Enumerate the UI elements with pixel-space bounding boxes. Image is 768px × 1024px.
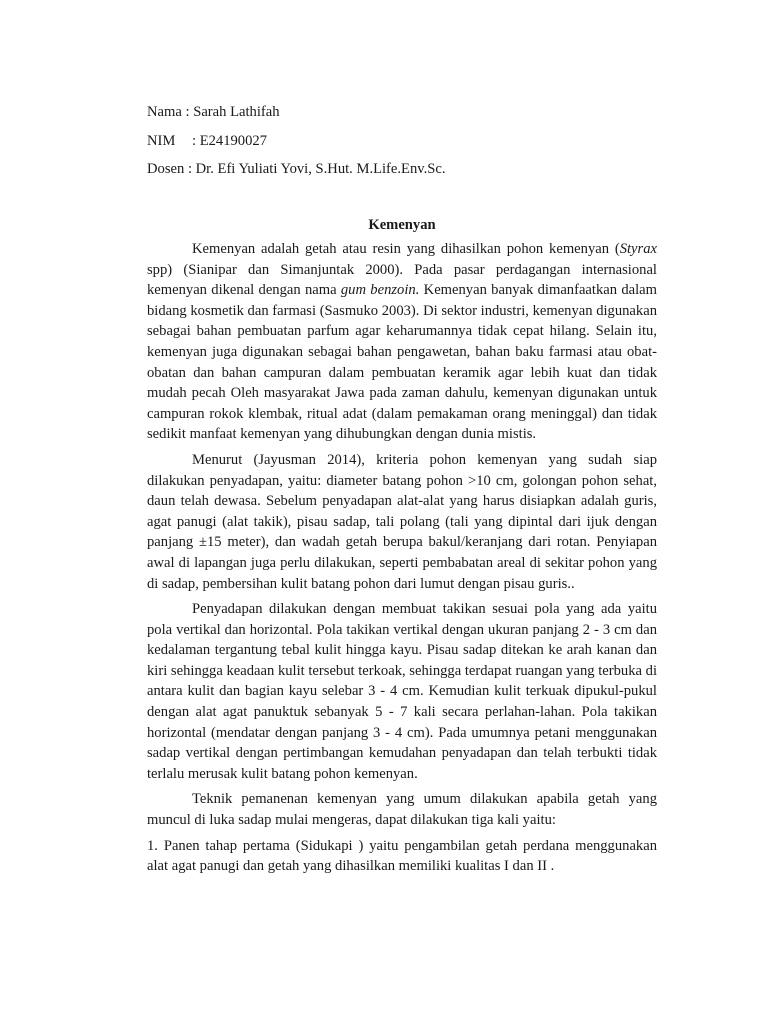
text-run: 1. Panen tahap pertama (Sidukapi ) yaitu pengambilan getah perdana menggunakan alat agat panugi dan getah yang dihasilkan memiliki kualitas I dan II . (147, 837, 657, 875)
name-line: Nama : Sarah Lathifah (147, 104, 280, 120)
text-run: Kemenyan banyak dimanfaatkan dalam bidang kosmetik dan farmasi (Sasmuko 2003). Di sektor industri, kemenyan digunakan sebagai bahan pembuatan parfum agar keharumannya tidak cepat hilang. Selain itu, kemenyan juga digunakan sebagai bahan pengawetan, bahan baku farmasi atau obat-obatan dan bahan campuran dalam pembuatan keramik agar lebih kuat dan tidak mudah pecah Oleh masyarakat Jawa pada zaman dahulu, kemenyan digunakan untuk campuran rokok klembak, ritual adat (dalam pemakaman orang meninggal) dan tidak sedikit manfaat kemenyan yang dihubungkan dengan dunia mistis. (147, 282, 657, 443)
document-body (147, 239, 657, 882)
identity-header (147, 101, 667, 187)
body-paragraph (147, 239, 657, 445)
nim-value: : E24190027 (192, 132, 267, 149)
body-paragraph (147, 599, 657, 784)
italic-term: gum benzoin. (340, 282, 420, 299)
italic-term: Styrax (619, 241, 657, 257)
lecturer-line: Dosen : Dr. Efi Yuliati Yovi, S.Hut. M.Life.Env.Sc. (147, 161, 446, 177)
numbered-item (147, 836, 657, 877)
document-title: Kemenyan (368, 217, 436, 233)
text-run: Penyadapan dilakukan dengan membuat takikan sesuai pola yang ada yaitu pola vertikal dan horizontal. Pola takikan vertikal dengan ukuran panjang 2 - 3 cm dan kedalaman tergantung tebal kulit hingga kayu. Pisau sadap ditekan ke arah kanan dan kiri sehingga keadaan kulit tersebut terkoak, sehingga terdapat ruangan yang terbuka di antara kulit dan bagian kayu selebar 3 - 4 cm. Kemudian kulit terkuak dipukul-pukul dengan alat agat panuktuk sebanyak 5 - 7 kali secara perlahan-lahan. Pola takikan horizontal (mendatar dengan panjang 3 - 4 cm). Pada umumnya petani menggunakan sadap vertikal dengan pertimbangan kemudahan penyadapan dan telah terbukti tidak terlalu merusak kulit batang pohon kemenyan. (147, 601, 657, 782)
text-run: Teknik pemanenan kemenyan yang umum dilakukan apabila getah yang muncul di luka sadap mulai mengeras, dapat dilakukan tiga kali yaitu: (147, 791, 657, 829)
text-run: Menurut (Jayusman 2014), kriteria pohon kemenyan yang sudah siap dilakukan penyadapan, yaitu: diameter batang pohon >10 cm, golongan pohon sehat, daun telah dewasa. Sebelum penyadapan alat-alat yang harus disiapkan adalah guris, agat panugi (alat takik), pisau sadap, tali polang (tali yang dipintal dari ijuk dengan panjang ±15 meter), dan wadah getah berupa bakul/keranjang dari rotan. Penyiapan awal di lapangan juga perlu dilakukan, seperti pembabatan areal di sekitar pohon yang di sadap, pembersihan kulit batang pohon dari lumut dengan pisau guris.. (147, 451, 657, 592)
text-run: spp) (Sianipar dan Simanjuntak 2000). Pada pasar perdagangan internasional kemenyan dikenal dengan nama (147, 261, 657, 299)
text-run: Kemenyan adalah getah atau resin yang dihasilkan pohon kemenyan ( (192, 241, 620, 257)
body-paragraph (147, 450, 657, 594)
nim-label: NIM (147, 132, 176, 149)
nim-line (147, 130, 667, 159)
body-paragraph (147, 789, 657, 830)
